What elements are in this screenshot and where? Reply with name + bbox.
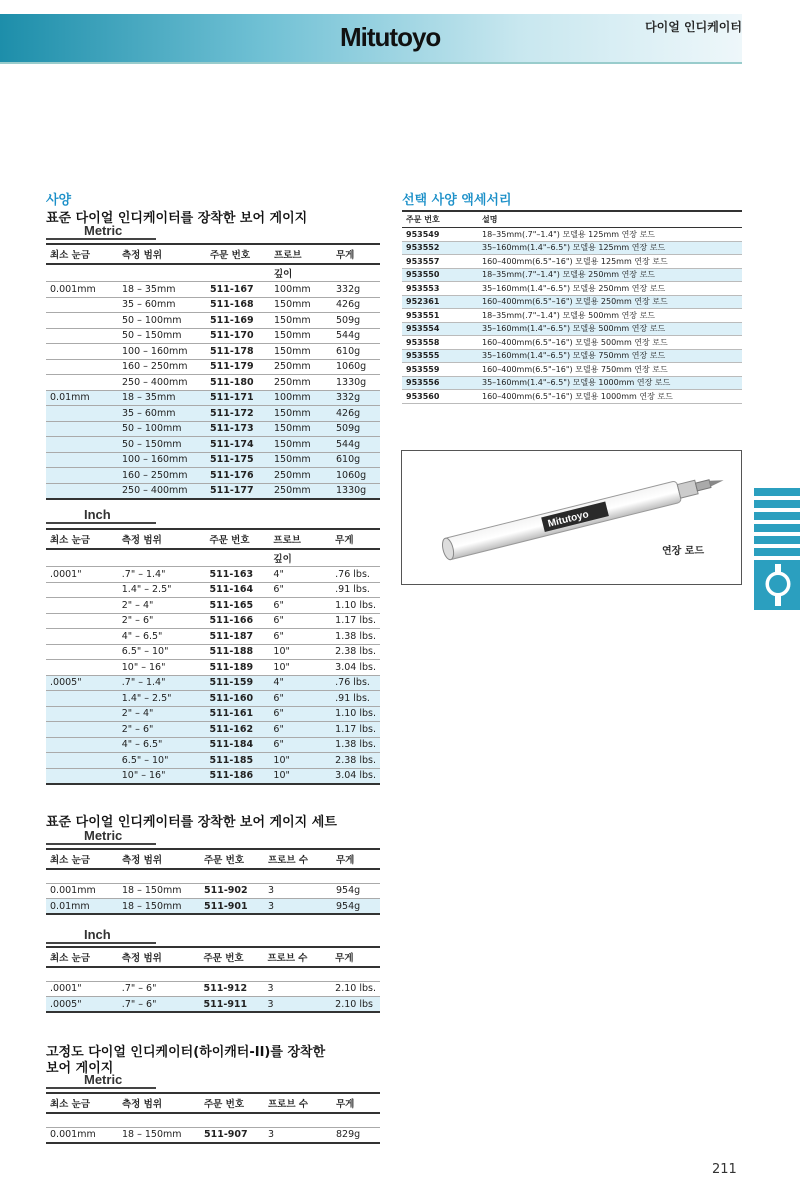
table-cell: 0.01mm — [46, 899, 118, 915]
table-row — [46, 282, 380, 298]
table-cell — [46, 613, 118, 629]
table-cell: 511-175 — [206, 452, 270, 468]
table-cell: 18 – 150mm — [122, 885, 182, 897]
col-probe-depth: 깊이 — [273, 554, 292, 565]
table-cell: 1.17 lbs. — [335, 615, 376, 627]
sets-title: 표준 다이얼 인디케이터를 장착한 보어 게이지 세트 — [46, 815, 337, 830]
table-row — [46, 452, 380, 468]
table-cell: 150mm — [270, 437, 332, 453]
table-cell: .7" – 1.4" — [118, 675, 206, 691]
sets-metric-label: Metric — [46, 831, 156, 845]
table-cell: 511-169 — [210, 314, 254, 326]
col-probe-count: 프로브 수 — [263, 947, 331, 967]
table-cell: 954g — [332, 899, 380, 915]
table-row — [46, 406, 380, 422]
accessory-row — [402, 336, 742, 350]
table-cell: 511-180 — [210, 376, 254, 388]
col-code: 주문 번호 — [206, 244, 270, 264]
table-cell: 150mm — [274, 345, 311, 357]
col-weight: 무게 — [331, 529, 380, 549]
table-cell: .7" – 6" — [118, 997, 200, 1013]
table-cell — [46, 737, 118, 753]
table-cell: 6" — [269, 706, 331, 722]
accessory-row — [402, 228, 742, 242]
table-cell: 0.001mm — [50, 885, 96, 897]
table-cell: 50 – 150mm — [122, 330, 182, 342]
table-cell: 3 — [268, 885, 275, 897]
col-probe-count: 프로브 수 — [264, 849, 332, 869]
table-cell: 35 – 60mm — [118, 406, 206, 422]
table-row — [46, 706, 380, 722]
table-cell: 4" – 6.5" — [118, 737, 206, 753]
inch-label: Inch — [46, 510, 156, 524]
col-weight: 무게 — [332, 1093, 380, 1113]
brand-logo: Mitutoyo — [340, 22, 441, 52]
table-cell — [46, 406, 118, 422]
table-cell: 6.5" – 10" — [121, 646, 169, 658]
table-cell: 250mm — [274, 376, 311, 388]
table-cell: 511-170 — [210, 330, 254, 342]
table-cell: .91 lbs. — [335, 584, 370, 596]
table-row — [46, 483, 380, 499]
col-description: 설명 — [478, 211, 742, 228]
accessory-row — [402, 295, 742, 309]
table-row — [46, 737, 380, 753]
table-cell: 1.4" – 2.5" — [121, 584, 172, 596]
table-cell: 610g — [336, 345, 361, 357]
accessory-row — [402, 363, 742, 377]
table-cell: 2" – 4" — [118, 706, 206, 722]
table-cell: 953550 — [402, 268, 478, 282]
table-cell: 0.001mm — [50, 283, 96, 295]
table-cell — [46, 598, 118, 614]
table-row — [46, 753, 380, 769]
table-cell — [46, 768, 118, 784]
table-cell: 511-186 — [206, 768, 270, 784]
table-cell — [46, 582, 118, 598]
table-row — [46, 328, 380, 344]
table-cell: 1.10 lbs. — [331, 706, 380, 722]
table-cell — [46, 344, 118, 360]
sets-inch-table — [46, 946, 380, 1013]
col-code: 주문 번호 — [402, 211, 478, 228]
table-cell: 509g — [332, 421, 380, 437]
table-row — [46, 899, 380, 915]
table-cell: 160–400mm(6.5"–16") 모델용 1000mm 연장 로드 — [478, 390, 742, 404]
extension-rod-photo — [401, 450, 742, 585]
table-row — [46, 297, 380, 313]
col-weight: 무게 — [332, 849, 380, 869]
col-grad: 최소 눈금 — [46, 947, 118, 967]
table-cell: 35–160mm(1.4"–6.5") 모델용 750mm 연장 로드 — [478, 349, 742, 363]
col-grad: 최소 눈금 — [46, 849, 118, 869]
col-grad: 최소 눈금 — [46, 1093, 118, 1113]
section-tag: 다이얼 인디케이터 — [645, 20, 742, 34]
table-cell: 511-161 — [206, 706, 270, 722]
table-cell: 3 — [263, 997, 331, 1013]
table-cell: 35–160mm(1.4"–6.5") 모델용 500mm 연장 로드 — [478, 322, 742, 336]
table-row: 0.001mm 18 – 150mm 511-907 3 829g — [46, 1127, 380, 1143]
table-cell: 953549 — [402, 228, 478, 242]
table-cell: 511-178 — [210, 345, 254, 357]
table-row — [46, 629, 380, 645]
table-row — [46, 421, 380, 437]
table-cell: 100 – 160mm — [122, 345, 188, 357]
sets-inch-label: Inch — [46, 930, 156, 944]
table-row — [46, 691, 380, 707]
table-cell: 10" — [273, 661, 290, 673]
col-weight: 무게 — [331, 947, 380, 967]
extension-rod-illustration — [402, 451, 741, 584]
table-cell: 10" – 16" — [118, 768, 206, 784]
table-cell: 4" — [273, 568, 284, 580]
col-range: 측정 범위 — [118, 1093, 200, 1113]
table-cell — [46, 452, 118, 468]
table-cell: 954g — [336, 885, 361, 897]
table-cell: 511-165 — [209, 599, 254, 611]
table-cell: 18–35mm(.7"–1.4") 모델용 250mm 연장 로드 — [478, 268, 742, 282]
table-cell: 952361 — [402, 295, 478, 309]
table-cell: 50 – 100mm — [118, 421, 206, 437]
accessory-row — [402, 282, 742, 296]
table-cell: 511-179 — [210, 361, 254, 373]
table-cell: 6.5" – 10" — [118, 753, 206, 769]
table-cell: 100mm — [274, 283, 311, 295]
table-cell: 1.17 lbs. — [331, 722, 380, 738]
table-cell: 2" – 6" — [118, 722, 206, 738]
table-cell: 953558 — [402, 336, 478, 350]
accessory-row — [402, 255, 742, 269]
table-cell: 953559 — [402, 363, 478, 377]
table-cell: 511-164 — [209, 584, 254, 596]
table-cell: 3 — [264, 899, 332, 915]
col-range: 측정 범위 — [118, 244, 206, 264]
metric-spec-table — [46, 243, 380, 500]
table-row — [46, 313, 380, 329]
table-cell: 18 – 150mm — [118, 899, 200, 915]
table-cell: .76 lbs. — [331, 675, 380, 691]
table-cell: 150mm — [270, 406, 332, 422]
accessories-table — [402, 210, 742, 404]
table-cell: 953553 — [402, 282, 478, 296]
sets-metric-table — [46, 848, 380, 915]
table-cell: 1060g — [336, 361, 367, 373]
table-cell: 18–35mm(.7"–1.4") 모델용 125mm 연장 로드 — [478, 228, 742, 242]
table-row — [46, 582, 380, 598]
table-cell: 250 – 400mm — [122, 376, 188, 388]
col-code: 주문 번호 — [200, 947, 264, 967]
hicator-table — [46, 1092, 380, 1144]
table-cell: 10" — [269, 753, 331, 769]
table-cell: .0005" — [46, 675, 118, 691]
accessory-row — [402, 376, 742, 390]
header-rule — [0, 62, 742, 64]
table-row — [46, 644, 380, 660]
table-cell: 6" — [273, 599, 284, 611]
table-cell — [46, 483, 118, 499]
table-row — [46, 598, 380, 614]
table-cell — [46, 375, 118, 391]
accessory-row — [402, 390, 742, 404]
table-cell: 953557 — [402, 255, 478, 269]
accessory-row — [402, 322, 742, 336]
table-cell: 2" – 6" — [121, 615, 154, 627]
table-cell — [46, 437, 118, 453]
table-cell: 511-912 — [203, 983, 248, 995]
table-cell: 250 – 400mm — [118, 483, 206, 499]
table-cell — [46, 421, 118, 437]
table-cell: 511-171 — [206, 390, 270, 406]
table-cell: 18 – 35mm — [122, 283, 176, 295]
table-cell: 3.04 lbs. — [335, 661, 376, 673]
table-row — [46, 375, 380, 391]
table-cell: 544g — [332, 437, 380, 453]
col-code: 주문 번호 — [200, 1093, 264, 1113]
table-row — [46, 468, 380, 484]
accessory-row — [402, 349, 742, 363]
table-cell: 50 – 100mm — [122, 314, 182, 326]
inch-spec-table — [46, 528, 380, 785]
table-cell: 6" — [269, 691, 331, 707]
table-cell: 35 – 60mm — [122, 299, 176, 311]
table-cell: 953551 — [402, 309, 478, 323]
table-cell: .7" – 6" — [121, 983, 157, 995]
table-cell: 511-176 — [206, 468, 270, 484]
col-probe: 프로브 — [270, 244, 332, 264]
table-cell — [46, 691, 118, 707]
table-row — [46, 437, 380, 453]
table-cell: 1060g — [332, 468, 380, 484]
accessories-title: 선택 사양 액세서리 — [402, 193, 512, 208]
table-cell: .0005" — [46, 997, 118, 1013]
table-row — [46, 660, 380, 676]
table-cell: 160–400mm(6.5"–16") 모델용 250mm 연장 로드 — [478, 295, 742, 309]
table-row — [46, 981, 380, 997]
table-cell: 1.4" – 2.5" — [118, 691, 206, 707]
table-cell: 511-166 — [209, 615, 254, 627]
table-cell: 426g — [336, 299, 361, 311]
table-cell: 35–160mm(1.4"–6.5") 모델용 125mm 연장 로드 — [478, 241, 742, 255]
table-cell: 953556 — [402, 376, 478, 390]
table-cell: 511-188 — [209, 646, 254, 658]
table-cell — [46, 359, 118, 375]
table-cell: 511-902 — [204, 885, 248, 897]
table-cell: 160 – 250mm — [122, 361, 188, 373]
table-cell: 1330g — [332, 483, 380, 499]
table-cell: 100mm — [270, 390, 332, 406]
table-cell — [46, 297, 118, 313]
table-cell: 511-162 — [206, 722, 270, 738]
table-cell: 4" — [269, 675, 331, 691]
table-cell: 953555 — [402, 349, 478, 363]
table-cell: 511-160 — [206, 691, 270, 707]
table-cell: 1.10 lbs. — [335, 599, 376, 611]
table-cell: 160–400mm(6.5"–16") 모델용 125mm 연장 로드 — [478, 255, 742, 269]
table-cell: .7" – 1.4" — [121, 568, 166, 580]
table-row — [46, 344, 380, 360]
metric-label: Metric — [46, 226, 156, 240]
table-cell: 953552 — [402, 241, 478, 255]
col-probe-depth: 깊이 — [274, 269, 293, 280]
col-weight: 무게 — [332, 244, 380, 264]
table-cell: 150mm — [270, 421, 332, 437]
table-cell: .0001" — [50, 568, 82, 580]
table-row — [46, 722, 380, 738]
table-row — [46, 613, 380, 629]
table-cell: 511-167 — [210, 283, 254, 295]
table-cell: 511-173 — [206, 421, 270, 437]
table-cell: 511-187 — [209, 630, 254, 642]
rod-brand-label: Mitutoyo — [546, 509, 590, 530]
table-cell: 150mm — [274, 314, 311, 326]
table-cell — [46, 313, 118, 329]
hicator-title-line1: 고정도 다이얼 인디케이터(하이캐터-II)를 장착한 — [46, 1045, 326, 1060]
table-cell: 332g — [332, 390, 380, 406]
accessory-row — [402, 309, 742, 323]
col-range: 측정 범위 — [118, 947, 200, 967]
table-cell: 160 – 250mm — [118, 468, 206, 484]
col-probe-count: 프로브 수 — [264, 1093, 332, 1113]
table-cell: 511-901 — [200, 899, 264, 915]
table-cell: 610g — [332, 452, 380, 468]
table-cell: 50 – 150mm — [118, 437, 206, 453]
table-cell — [46, 328, 118, 344]
table-cell: 511-159 — [206, 675, 270, 691]
table-cell: 2.38 lbs. — [335, 646, 376, 658]
table-cell: 150mm — [274, 299, 311, 311]
table-cell: 35–160mm(1.4"–6.5") 모델용 1000mm 연장 로드 — [478, 376, 742, 390]
table-cell: 18–35mm(.7"–1.4") 모델용 500mm 연장 로드 — [478, 309, 742, 323]
table-cell: 509g — [336, 314, 361, 326]
table-cell: 35–160mm(1.4"–6.5") 모델용 250mm 연장 로드 — [478, 282, 742, 296]
dial-indicator-icon — [754, 560, 800, 610]
table-cell: 2.10 lbs. — [335, 983, 376, 995]
table-cell: 511-189 — [209, 661, 254, 673]
table-cell — [46, 722, 118, 738]
table-cell: 511-911 — [200, 997, 264, 1013]
table-row — [46, 567, 380, 583]
table-cell: 511-168 — [210, 299, 254, 311]
table-cell: 10" — [273, 646, 290, 658]
table-cell: 1330g — [336, 376, 367, 388]
table-cell — [46, 644, 118, 660]
table-cell: 2.38 lbs. — [331, 753, 380, 769]
table-cell: 1.38 lbs. — [335, 630, 376, 642]
table-cell — [46, 468, 118, 484]
table-cell: 160–400mm(6.5"–16") 모델용 500mm 연장 로드 — [478, 336, 742, 350]
table-cell: .76 lbs. — [335, 568, 370, 580]
chapter-index-tabs — [754, 488, 800, 560]
table-cell: 3 — [267, 983, 274, 995]
table-cell: 150mm — [274, 330, 311, 342]
table-cell: 6" — [269, 737, 331, 753]
col-range: 측정 범위 — [118, 529, 206, 549]
table-row — [46, 675, 380, 691]
table-cell: 544g — [336, 330, 361, 342]
table-cell: .91 lbs. — [331, 691, 380, 707]
spec-title: 표준 다이얼 인디케이터를 장착한 보어 게이지 — [46, 211, 308, 226]
col-grad: 최소 눈금 — [46, 529, 118, 549]
table-cell — [46, 753, 118, 769]
table-cell: 511-184 — [206, 737, 270, 753]
table-cell: 160–400mm(6.5"–16") 모델용 750mm 연장 로드 — [478, 363, 742, 377]
table-cell — [46, 706, 118, 722]
table-row — [46, 359, 380, 375]
table-cell: 426g — [332, 406, 380, 422]
page-number: 211 — [712, 1162, 737, 1177]
table-cell: 6" — [273, 584, 284, 596]
table-cell: 100 – 160mm — [118, 452, 206, 468]
table-cell: 2" – 4" — [121, 599, 154, 611]
table-row — [46, 883, 380, 899]
table-cell: 332g — [336, 283, 361, 295]
table-cell: 2.10 lbs — [331, 997, 380, 1013]
table-cell: 511-172 — [206, 406, 270, 422]
table-cell: 511-177 — [206, 483, 270, 499]
table-cell: .0001" — [50, 983, 82, 995]
table-cell: 10" – 16" — [121, 661, 166, 673]
table-cell: 3.04 lbs. — [331, 768, 380, 784]
table-cell: 150mm — [270, 452, 332, 468]
table-cell: 511-185 — [206, 753, 270, 769]
table-cell: 4" – 6.5" — [121, 630, 163, 642]
table-row — [46, 390, 380, 406]
photo-caption: 연장 로드 — [662, 546, 705, 557]
table-cell: 0.01mm — [46, 390, 118, 406]
col-probe: 프로브 — [269, 529, 331, 549]
table-cell: 953554 — [402, 322, 478, 336]
hicator-metric-label: Metric — [46, 1075, 156, 1089]
table-cell: 6" — [273, 615, 284, 627]
table-cell: 1.38 lbs. — [331, 737, 380, 753]
table-cell: 953560 — [402, 390, 478, 404]
table-cell: 250mm — [270, 468, 332, 484]
col-range: 측정 범위 — [118, 849, 200, 869]
table-cell — [46, 660, 118, 676]
table-cell: 511-174 — [206, 437, 270, 453]
accessory-row — [402, 241, 742, 255]
col-code: 주문 번호 — [206, 529, 270, 549]
table-cell: 6" — [273, 630, 284, 642]
hicator-title-line2: 보어 게이지 — [46, 1061, 114, 1076]
col-code: 주문 번호 — [200, 849, 264, 869]
table-cell: 18 – 35mm — [118, 390, 206, 406]
table-cell: 250mm — [274, 361, 311, 373]
accessory-row — [402, 268, 742, 282]
table-cell: 250mm — [270, 483, 332, 499]
table-row — [46, 768, 380, 784]
table-row — [46, 997, 380, 1013]
col-grad: 최소 눈금 — [46, 244, 118, 264]
table-cell: 10" — [269, 768, 331, 784]
spec-heading: 사양 — [46, 193, 72, 208]
table-cell: 6" — [269, 722, 331, 738]
table-cell: 511-163 — [209, 568, 254, 580]
table-cell — [46, 629, 118, 645]
